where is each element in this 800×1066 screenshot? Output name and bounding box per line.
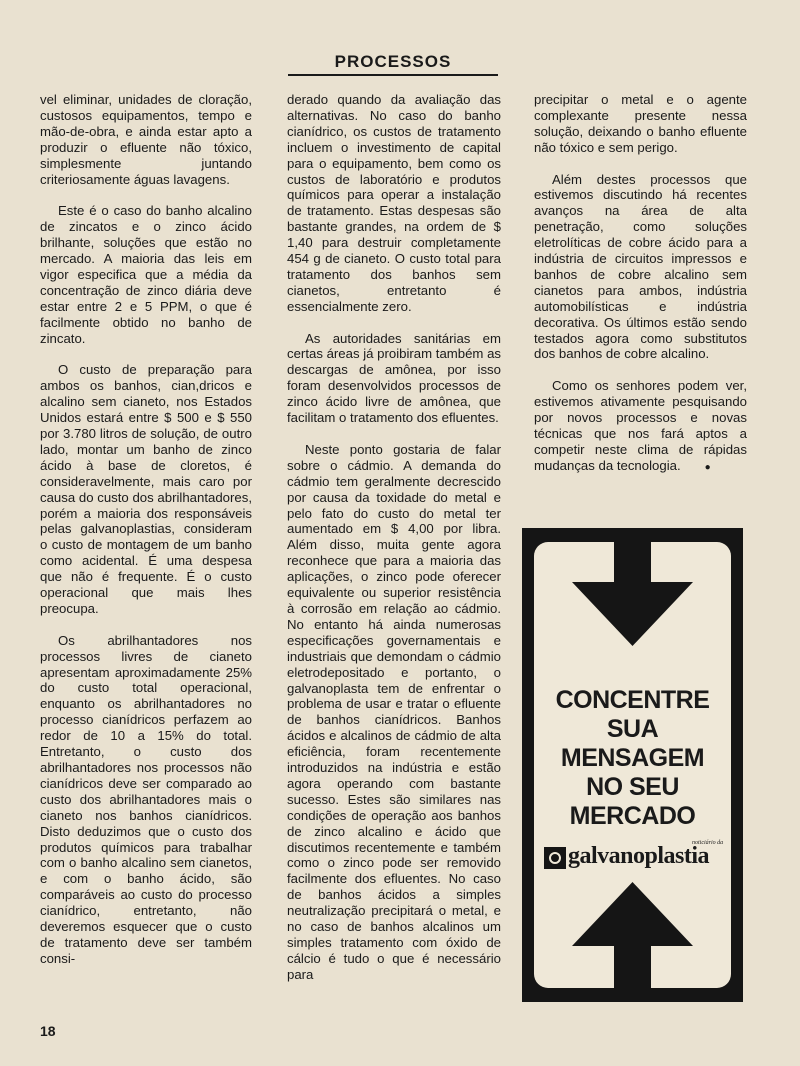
advertisement (522, 528, 743, 1002)
paragraph: Os abrilhantadores nos processos livres de cianeto apresentam aproximadamente 25% do custo total operacional, enquanto os abrilhantadores no processo cianídricos perfazem ao redor de 10 a 15% do total. Entretanto, o custo dos abrilhantadores nos processos não cianídricos deve ser comparado ao custo dos abrilhantadores mais o cianeto nos banhos cianídricos. Disto deduzimos que o custo dos produtos químicos para trabalhar com o banho alcalino sem cianetos, e com o banho ácido, são comparáveis ao custo do processo cianídrico, entretanto, não deveremos esquecer que o custo de tratamento deve ser também consi- (40, 632, 252, 966)
headline-line: MENSAGEM (560, 744, 705, 772)
arrow-down-icon (572, 542, 693, 652)
section-divider (288, 74, 498, 76)
paragraph (534, 378, 747, 475)
end-of-article-mark: ● (704, 461, 711, 473)
paragraph: As autoridades sanitárias em certas áreas já proibiram também as descargas de amônea, por isso foram desenvolvidos processos de zinco ácido livre de amônea, que facilitam o tratamento dos efluentes. (287, 330, 502, 426)
paragraph: Além destes processos que estivemos discutindo há recentes avanços na área de alta penetração, como soluções eletrolíticas de cobre ácido para a indústria de circuitos impressos e banhos de cobre alcalino sem cianetos para ambos, indústria automobilísticas e indústria decorativa. Os últimos estão sendo testados agora como substitutos dos banhos de cobre alcalino. (534, 171, 747, 362)
headline-line: NO SEU (586, 773, 679, 801)
paragraph: O custo de preparação para ambos os banhos, cian,dricos e alcalino sem cianeto, nos Estados Unidos estará entre $ 500 e $ 550 por 3.780 litros de solução, de outro lado, montar um banho de zinco ácido à base de cloretos, é consideravelmente, mais caro por causa do custo dos abrilhantadores, porém a maioria dos responsáveis pelas galvanoplastias, consideram o custo de montagem de um banho como acidental. É uma despesa que não é frequente. É o custo operacional que mais lhes preocupa. (40, 362, 252, 616)
brand-name: galvanoplastia (568, 843, 710, 869)
paragraph: derado quando da avaliação das alternativas. No caso do banho cianídrico, os custos de tratamento incluem o investimento de capital para o equipamento, bem como os custos de laboratório e produtos químicos para operar a instalação de tratamento. Estas despesas são bastante grandes, na ordem de $ 1,40 para destruir completamente 454 g de cianeto. O custo total para tratamento dos banhos sem cianetos, entretanto é essencialmente zero. (287, 92, 501, 314)
headline-line: CONCENTRE (555, 686, 710, 714)
advertisement-panel (534, 542, 731, 988)
paragraph: vel eliminar, unidades de cloração, custosos equipamentos, tempo e mão-de-obra, e ainda estar apto a produzir o efluente não tóxico, simplesmente juntando criteriosamente águas lavagens. (40, 92, 252, 187)
page-number: 18 (40, 1023, 56, 1039)
text-column-3 (534, 92, 747, 492)
brand-logo-icon (544, 847, 566, 869)
arrow-up-icon (572, 882, 693, 992)
text-column-1 (40, 92, 252, 983)
paragraph: Neste ponto gostaria de falar sobre o cádmio. A demanda do cádmio tem geralmente decrescido por causa da toxidade do metal e pelo fato do custo do metal ter aumentado em $ 4,00 por libra. Além disso, muita gente agora reconhece que para a maioria das aplicações, o zinco pode oferecer equivalente ou superior resistência à corrosão em relação ao cádmio. No entanto há ainda numerosas especificações governamentais e industriais que demondam o cádmio eletrodepositado e portanto, o galvanoplasta tem de enfrentar o problema de usar e tratar o efluente de banhos cianídricos. Banhos ácidos e alcalinos de cádmio de alta eficiência, foram recentemente introduzidos na indústria e estão agora operando com bastante sucesso. Estes são similares nas condições de operação aos banhos de zinco alcalino e ácido que discutimos recentemente e também como o zinco pode ser removido facilmente dos efluentes. No caso de banhos ácidos a simples neutralização precipitará o metal, e no caso de banhos alcalinos um simples tratamento com óxido de cálcio é tudo o que é necessário para (287, 441, 501, 982)
brand-logo (540, 840, 728, 874)
headline-line: MERCADO (569, 802, 696, 830)
paragraph: Este é o caso do banho alcalino de zincatos e o zinco ácido brilhante, soluções que estão no mercado. A maioria das leis em vigor especifica que a média da concentração de zinco diária deve estar entre 2 e 5 PPM, o que é facilmente obtido no banho de zincato. (40, 203, 252, 346)
text-column-2 (287, 92, 501, 999)
brand-tagline: noticiário da (692, 840, 724, 846)
section-title: PROCESSOS (334, 52, 452, 71)
paragraph-text: Como os senhores podem ver, estivemos ativamente pesquisando por novos processos e novas técnicas que nos fará aptos a competir neste clima de rápidas mudanças da tecnologia. (534, 378, 747, 473)
advertisement-headline (534, 686, 731, 831)
headline-line: SUA (606, 715, 659, 743)
paragraph: precipitar o metal e o agente complexante presente nessa solução, deixando o banho efluente não tóxico e sem perigo. (534, 92, 747, 155)
